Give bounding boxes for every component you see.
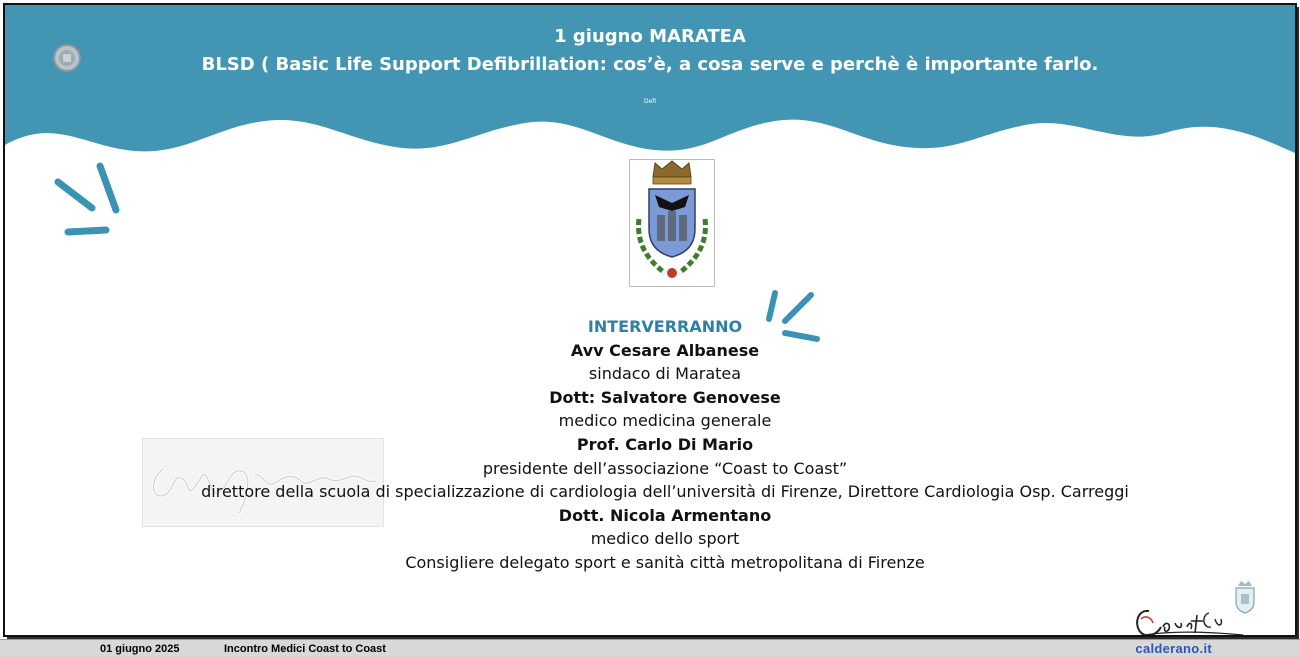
speaker-role: presidente dell’associazione “Coast to Coast” <box>482 458 848 478</box>
poster-frame <box>3 3 1297 637</box>
speaker-name: Prof. Carlo Di Mario <box>576 434 754 454</box>
speaker-name: Dott: Salvatore Genovese <box>549 387 781 407</box>
footer-event-title: Incontro Medici Coast to Coast <box>224 643 386 655</box>
municipal-crest-icon <box>629 159 715 287</box>
small-label: Defi <box>643 98 657 105</box>
speaker-role: Consigliere delegato sport e sanità città metropolitana di Firenze <box>405 552 925 572</box>
speaker-role: sindaco di Maratea <box>588 364 742 384</box>
speaker-role: medico medicina generale <box>558 411 772 431</box>
spark-decoration-left <box>50 160 130 245</box>
speaker-role: medico dello sport <box>590 529 740 549</box>
speaker-name: Dott. Nicola Armentano <box>558 505 772 525</box>
seal-icon <box>51 41 83 75</box>
title-line-2: BLSD ( Basic Life Support Defibrillation: cos’è, a cosa serve e perchè è importante farlo. <box>201 54 1099 75</box>
speakers-heading: INTERVERRANNO <box>587 317 743 336</box>
speaker-role: direttore della scuola di specializzazione di cardiologia dell’università di Firenze, Direttore Cardiologia Osp. Carreggi <box>201 482 1129 502</box>
title-line-1: 1 giugno MARATEA <box>554 26 746 47</box>
speakers-section <box>145 315 1185 575</box>
footer-date: 01 giugno 2025 <box>100 643 180 655</box>
header-title <box>5 23 1295 79</box>
speaker-name: Avv Cesare Albanese <box>570 340 760 360</box>
footer-bar <box>0 639 1300 657</box>
footer-site-link[interactable]: calderano.it <box>1135 641 1212 656</box>
coast-to-coast-logo <box>1131 601 1251 637</box>
